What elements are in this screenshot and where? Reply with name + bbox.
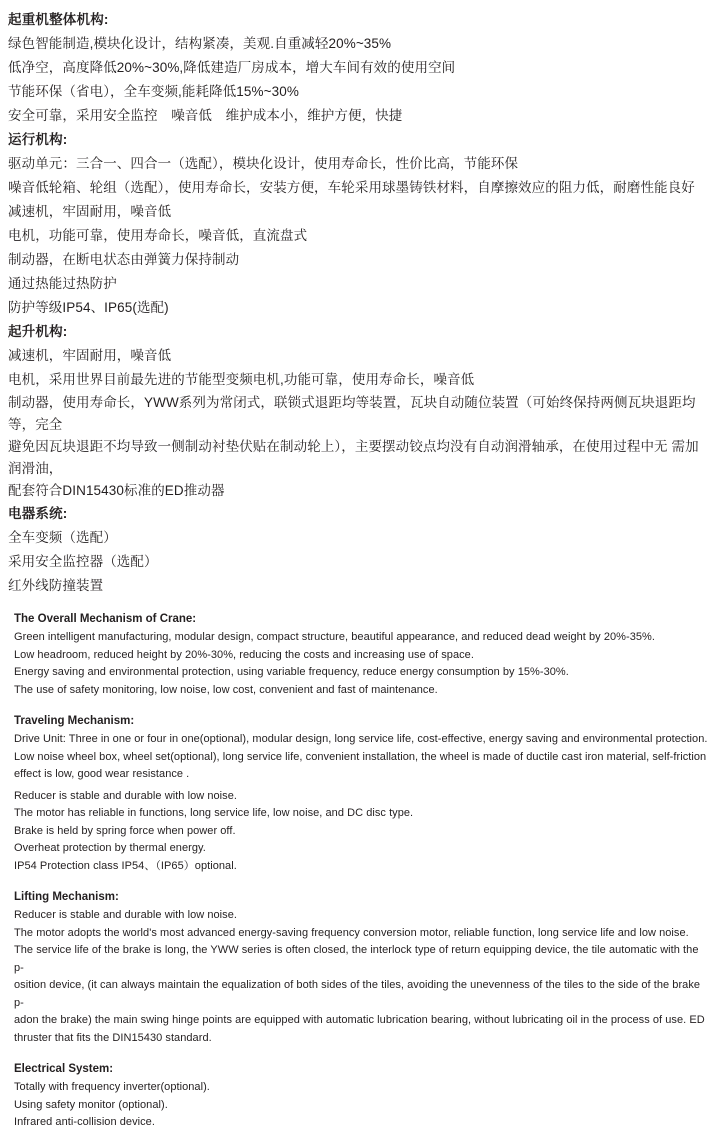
cn-body-line: 红外线防撞装置 [8,578,104,593]
en-body-line: Drive Unit: Three in one or four in one(optional), modular design, long service life, cost-effective, energy saving and environmental protection. [14,733,708,745]
cn-body-line: 安全可靠，采用安全监控 噪音低 维护成本小，维护方便，快捷 [8,108,403,123]
cn-body-line: 防护等级IP54、IP65(选配) [8,300,169,315]
en-body-line: IP54 Protection class IP54、（IP65）optional. [14,859,237,872]
en-body-line: Reducer is stable and durable with low noise. [14,909,237,921]
cn-body-line: 制动器，使用寿命长，YWW系列为常闭式，联锁式退距均等装置，瓦块自动随位装置（可始终保持两侧瓦块退距均等，完全 [8,395,696,432]
cn-body-line: 绿色智能制造,模块化设计，结构紧凑，美观.自重减轻20%~35% [8,36,392,51]
en-body-line: osition device, (it can always maintain the equalization of both sides of the tiles, avoiding the unevenness of the tiles to the side of the brake p- [14,979,701,1009]
cn-section-heading: 起升机构: [8,324,68,339]
cn-section-overall [8,8,710,128]
cn-section-heading: 起重机整体机构: [8,12,109,27]
en-body-line: The motor adopts the world's most advanced energy-saving frequency conversion motor, reliable function, long service life and low noise. [14,926,689,939]
en-body-line: Overheat protection by thermal energy. [14,842,206,854]
cn-section-traveling [8,128,710,320]
cn-body-line: 节能环保（省电），全车变频,能耗降低15%~30% [8,84,299,99]
cn-section-heading: 运行机构: [8,132,68,147]
cn-body-line: 噪音低轮箱、轮组（选配），使用寿命长，安装方便，车轮采用球墨铸铁材料，自摩擦效应的阻力低，耐磨性能良好 [8,180,695,195]
en-body-line: The motor has reliable in functions, long service life, low noise, and DC disc type. [14,807,414,819]
cn-body-line: 避免因瓦块退距不均导致一侧制动衬垫伏贴在制动轮上），主要摆动铰点均没有自动润滑轴承，在使用过程中无 需加润滑油， [8,439,699,476]
en-body-line: Low noise wheel box, wheel set(optional), long service life, convenient installation, the wheel is made of ductile cast iron material, self-friction [14,750,707,763]
en-body-line: Low headroom, reduced height by 20%-30%, reducing the costs and increasing use of space. [14,648,474,661]
cn-body-line: 配套符合DIN15430标准的ED推动器 [8,483,225,498]
en-section-heading: Lifting Mechanism: [14,891,119,903]
en-section-heading: Electrical System: [14,1063,114,1075]
en-body-line: Infrared anti-collision device. [14,1116,155,1128]
en-body-line: Reducer is stable and durable with low noise. [14,789,237,802]
en-body-line: The use of safety monitoring, low noise, low cost, convenient and fast of maintenance. [14,683,438,696]
cn-body-line: 驱动单元：三合一、四合一（选配），模块化设计，使用寿命长，性价比高，节能环保 [8,156,519,171]
en-body-line: Green intelligent manufacturing, modular design, compact structure, beautiful appearance, and reduced dead weight by 20%-35%. [14,631,655,643]
cn-body-line: 通过热能过热防护 [8,276,117,291]
cn-body-line: 采用安全监控器（选配） [8,554,158,569]
cn-body-line: 减速机，牢固耐用，噪音低 [8,204,172,219]
cn-body-line: 减速机，牢固耐用，噪音低 [8,348,172,363]
cn-body-line: 电机，采用世界目前最先进的节能型变频电机,功能可靠，使用寿命长，噪音低 [8,372,475,387]
en-body-line: effect is low, good wear resistance . [14,768,190,780]
en-section-heading: Traveling Mechanism: [14,715,135,727]
cn-body-line: 制动器，在断电状态由弹簧力保持制动 [8,252,240,267]
cn-body-line: 电机，功能可靠，使用寿命长，噪音低，直流盘式 [8,228,308,243]
en-body-line: Totally with frequency inverter(optional). [14,1081,210,1093]
en-section-traveling [14,712,710,875]
en-section-overall [14,610,710,699]
en-section-heading: The Overall Mechanism of Crane: [14,613,197,625]
en-body-line: The service life of the brake is long, the YWW series is often closed, the interlock type of return equipping device, the tile automatic with the p- [14,944,699,974]
en-section-lifting [14,888,710,1047]
cn-body-line: 全车变频（选配） [8,530,117,545]
en-body-line: thruster that fits the DIN15430 standard. [14,1031,212,1044]
en-body-line: Using safety monitor (optional). [14,1098,168,1111]
cn-section-electrical [8,502,710,598]
chinese-content [8,8,710,598]
cn-section-heading: 电器系统: [8,506,68,521]
en-body-line: Brake is held by spring force when power off. [14,824,236,837]
cn-body-line: 低净空，高度降低20%~30%,降低建造厂房成本，增大车间有效的使用空间 [8,60,456,75]
en-section-electrical [14,1060,710,1132]
en-body-line: Energy saving and environmental protection, using variable frequency, reduce energy consumption by 15%-30%. [14,666,569,678]
en-body-line: adon the brake) the main swing hinge points are equipped with automatic lubrication bearing, without lubricating oil in the process of use. ED [14,1014,705,1026]
english-content [8,610,710,1132]
cn-section-lifting [8,320,710,502]
